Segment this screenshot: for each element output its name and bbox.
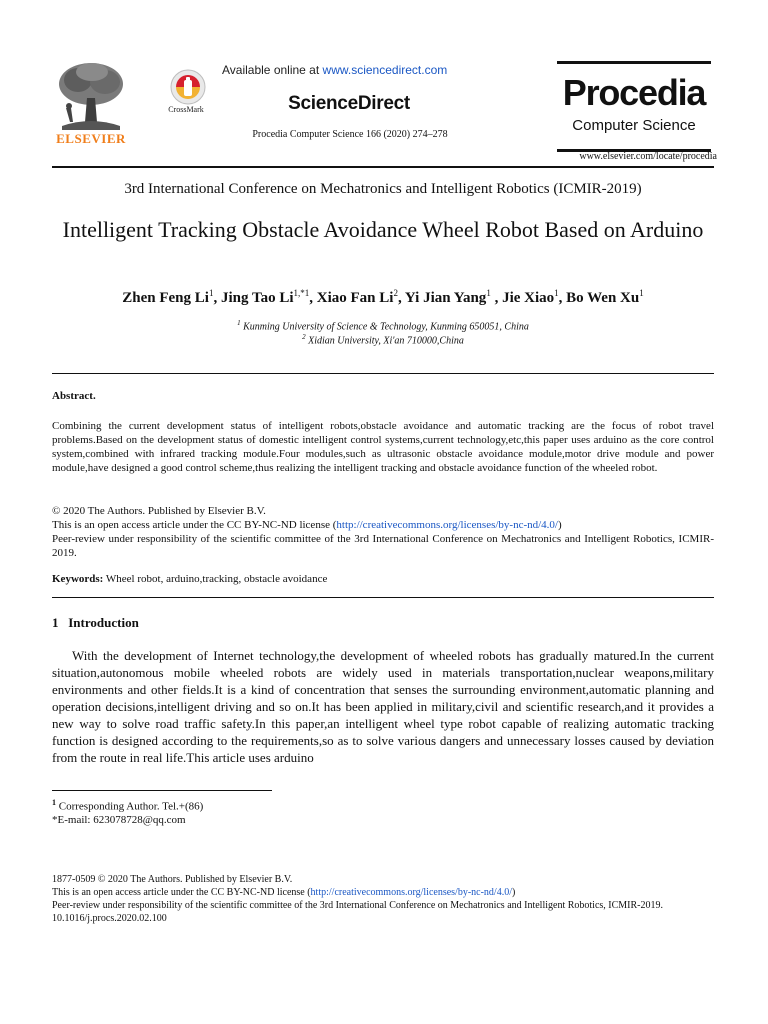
doi-line[interactable]: 10.1016/j.procs.2020.02.100 [52, 913, 167, 924]
journal-url[interactable]: www.elsevier.com/locate/procedia [579, 151, 717, 162]
procedia-logo-subtitle: Computer Science [572, 117, 696, 134]
journal-citation: Procedia Computer Science 166 (2020) 274–278 [252, 129, 448, 140]
header-divider [52, 166, 714, 168]
abstract-heading: Abstract. [52, 390, 96, 402]
peer-review-line: Peer-review under responsibility of the scientific committee of the 3rd International Conference on Mechatronics and Intelligent Robotics, ICMIR-2019. [52, 533, 714, 559]
publisher-name: ELSEVIER [56, 131, 126, 146]
sciencedirect-wordmark: ScienceDirect [288, 93, 410, 114]
section-heading-introduction: 1 Introduction [52, 615, 139, 630]
author: Jie Xiao$^1$ [502, 288, 559, 306]
keywords-text: Wheel robot, arduino,tracking, obstacle avoidance [105, 573, 328, 585]
page-footer [52, 873, 714, 925]
conference-name: 3rd International Conference on Mechatronics and Intelligent Robotics (ICMIR-2019) [124, 181, 642, 197]
sciencedirect-link[interactable]: www.sciencedirect.com [322, 63, 448, 77]
keywords-line [52, 572, 714, 586]
crossmark-label: CrossMark [168, 105, 204, 114]
footer-license-line: This is an open access article under the CC BY-NC-ND license (http://creativecommons.org/licenses/by-nc-nd/4.0/) [52, 887, 516, 898]
abstract-text: Combining the current development status of intelligent robots,obstacle avoidance and automatic tracking are the focus of robot travel problems.Based on the development status of domestic intelligent control systems,current technology,etc,this paper uses arduino as the core control system,combined with infrared tracking module.Four modules,such as ultrasonic obstacle avoidance module,motor drive module and power module,have designed a good control scheme,thus realizing the intelligent tracking and obstacle avoidance function of the wheeled robot. [52, 420, 714, 474]
abstract-license-block [52, 504, 714, 560]
copyright-line: © 2020 The Authors. Published by Elsevier B.V. [52, 505, 266, 517]
abstract-bottom-rule [52, 597, 714, 598]
license-link[interactable]: http://creativecommons.org/licenses/by-nc-nd/4.0/ [336, 519, 558, 531]
footnote-divider [52, 790, 272, 791]
footnote-email: *E-mail: 623078728@qq.com [52, 814, 186, 826]
author-list: Zhen Feng Li$^1$, Jing Tao $Li^{1,*1}$, Xiao Fan Li$^2$, Yi Jian Yang$^1$ , Jie Xiao$^1$, Bo Wen Xu$^1$ [122, 288, 644, 306]
footer-license-link[interactable]: http://creativecommons.org/licenses/by-nc-nd/4.0/ [310, 887, 512, 898]
paper-title: Intelligent Tracking Obstacle Avoidance Wheel Robot Based on Arduino [62, 217, 704, 242]
procedia-logo: Procedia [562, 72, 706, 113]
abstract-top-rule [52, 373, 714, 374]
footer-peer-review: Peer-review under responsibility of the scientific committee of the 3rd International Conference on Mechatronics and Intelligent Robotics, ICMIR-2019. [52, 900, 664, 911]
introduction-paragraph: With the development of Internet technology,the development of wheeled robots has gradually matured.In the current situation,autonomous mobile wheeled robots are widely used in materials transportation,nuclear weapons,military environments and other fields.It is a kind of concentration that senses the surrounding environment,automatic planning and operation decisions,intelligent driving and so on.It has been applied in military,civil and scientific research,and it provides a new way to solve road traffic safety.In this paper,an intelligent wheel type robot capable of realizing automatic tracking function is designed according to the requirements,so as to solve various dangers and unnecessary losses caused by deviation from the route in real life.This article uses arduino [52, 648, 714, 765]
issn-line: 1877-0509 © 2020 The Authors. Published by Elsevier B.V. [52, 874, 293, 885]
author: Yi Jian Yang$^1$ [404, 288, 491, 306]
availability-line [222, 63, 447, 77]
footnote-corresponding: $^1$ Corresponding Author. Tel.+(86) [52, 798, 204, 813]
affiliation-2: $^2$ Xidian University, Xi'an 710000,China [302, 333, 464, 347]
author: Bo Wen Xu$^1$ [566, 288, 644, 306]
availability-prefix: Available online at [222, 63, 323, 77]
author: Jing Tao $Li^{1,*1}$ [220, 288, 310, 306]
license-line: This is an open access article under the CC BY-NC-ND license (http://creativecommons.org/licenses/by-nc-nd/4.0/) [52, 519, 562, 531]
author: Zhen Feng Li$^1$ [122, 288, 214, 306]
keywords-label: Keywords: [52, 573, 104, 585]
author: Xiao Fan Li$^2$ [316, 288, 398, 306]
affiliation-1: $^1$ Kunming University of Science & Technology, Kunming 650051, China [237, 319, 529, 333]
